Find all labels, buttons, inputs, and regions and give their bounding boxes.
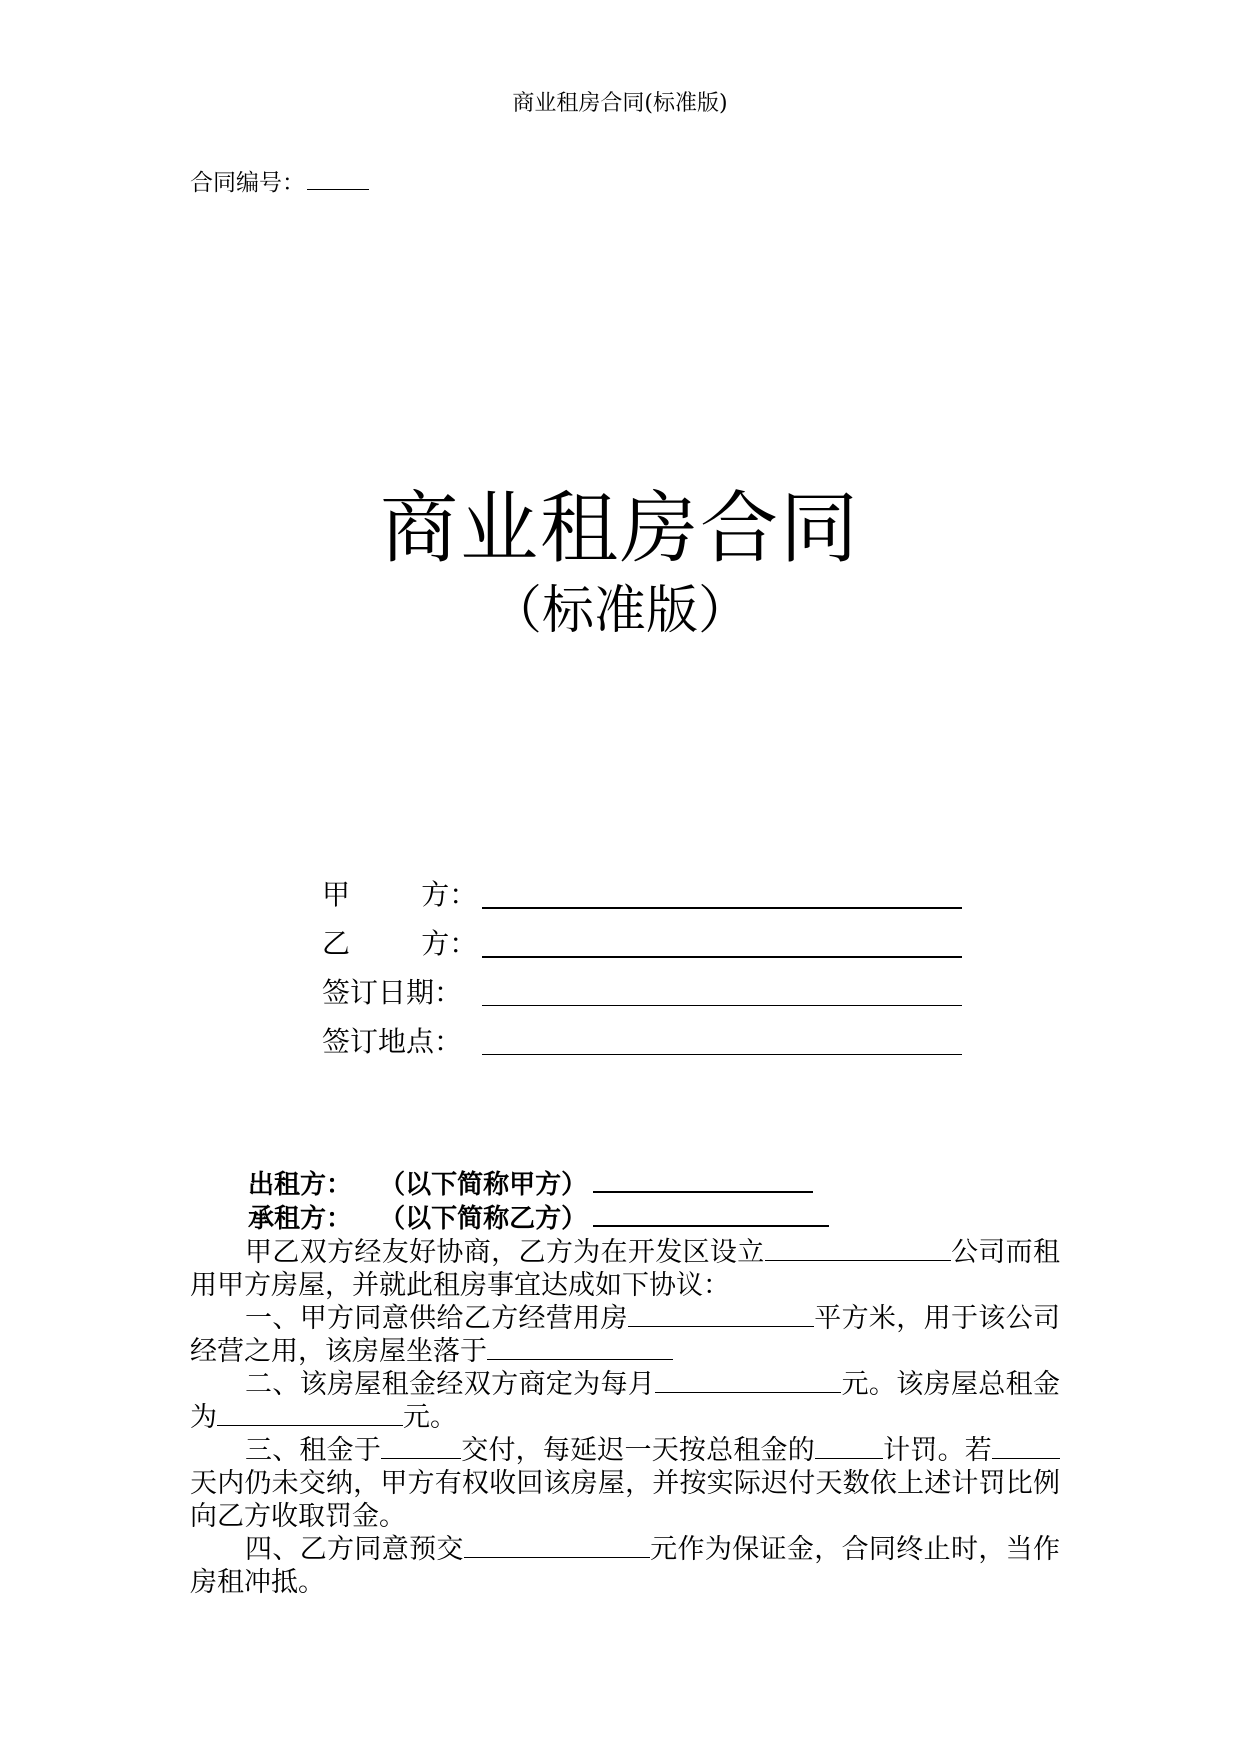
party-b-blank[interactable] — [482, 956, 962, 958]
contract-body — [190, 1236, 1060, 1599]
lessee-label: 承租方： （以下简称乙方） — [248, 1204, 588, 1234]
party-a-row — [322, 873, 962, 913]
clause-4-text-a: 四、乙方同意预交 — [245, 1534, 464, 1565]
clause-2 — [190, 1368, 1060, 1434]
contract-number — [190, 164, 369, 197]
area-blank[interactable] — [628, 1325, 814, 1327]
location-blank[interactable] — [487, 1358, 673, 1360]
clause-intro-text-a: 甲乙双方经友好协商，乙方为在开发区设立 — [245, 1237, 765, 1268]
total-rent-blank[interactable] — [217, 1424, 403, 1426]
payment-time-blank[interactable] — [381, 1457, 461, 1459]
sign-place-label: 签订地点： — [322, 1025, 463, 1058]
sign-date-label: 签订日期： — [322, 976, 463, 1009]
contract-number-blank[interactable] — [307, 188, 369, 190]
lessor-blank[interactable] — [593, 1190, 813, 1193]
party-b-row — [322, 922, 962, 962]
lessor-label: 出租方： （以下简称甲方） — [248, 1170, 588, 1200]
deposit-blank[interactable] — [464, 1556, 650, 1558]
monthly-rent-blank[interactable] — [655, 1391, 841, 1393]
contract-number-label: 合同编号： — [190, 170, 305, 196]
clause-3-text-c: 计罚。若 — [882, 1435, 993, 1466]
clause-1-text-a: 一、甲方同意供给乙方经营用房 — [245, 1303, 628, 1334]
party-a-label: 甲 方： — [322, 878, 478, 911]
document-title: 商业租房合同 — [379, 484, 860, 574]
clause-3 — [190, 1434, 1060, 1533]
clause-3-text-a: 三、租金于 — [245, 1435, 382, 1466]
clause-4-text-b: 元作为保证金，合同终止时，当作房租冲抵。 — [190, 1534, 1061, 1598]
clause-2-text-a: 二、该房屋租金经双方商定为每月 — [245, 1369, 656, 1400]
clause-2-text-c: 元。 — [403, 1402, 457, 1433]
clause-2-text-b: 元。该房屋总租金为 — [190, 1369, 1061, 1433]
page-header: 商业租房合同(标准版) — [512, 91, 728, 116]
party-a-blank[interactable] — [482, 907, 962, 909]
clause-intro-text-b: 公司而租用甲方房屋，并就此租房事宜达成如下协议： — [190, 1237, 1061, 1301]
lessee-blank[interactable] — [593, 1224, 829, 1227]
party-b-label: 乙 方： — [322, 927, 478, 960]
clause-intro — [190, 1236, 1060, 1302]
clause-4 — [190, 1533, 1060, 1599]
sign-place-row — [322, 1020, 962, 1060]
sign-date-row — [322, 971, 962, 1011]
lessee-line — [248, 1198, 829, 1235]
grace-days-blank[interactable] — [992, 1457, 1060, 1459]
clause-1-text-b: 平方米，用于该公司经营之用，该房屋坐落于 — [190, 1303, 1061, 1367]
clause-3-text-d: 天内仍未交纳，甲方有权收回该房屋，并按实际迟付天数依上述计罚比例向乙方收取罚金。 — [190, 1468, 1060, 1532]
document-subtitle: （标准版） — [489, 581, 750, 641]
penalty-rate-blank[interactable] — [815, 1457, 883, 1459]
lessor-line — [248, 1164, 813, 1201]
company-name-blank[interactable] — [765, 1259, 951, 1261]
clause-3-text-b: 交付，每延迟一天按总租金的 — [461, 1435, 815, 1466]
clause-1 — [190, 1302, 1060, 1368]
sign-date-blank[interactable] — [482, 1005, 962, 1006]
sign-place-blank[interactable] — [482, 1054, 962, 1055]
